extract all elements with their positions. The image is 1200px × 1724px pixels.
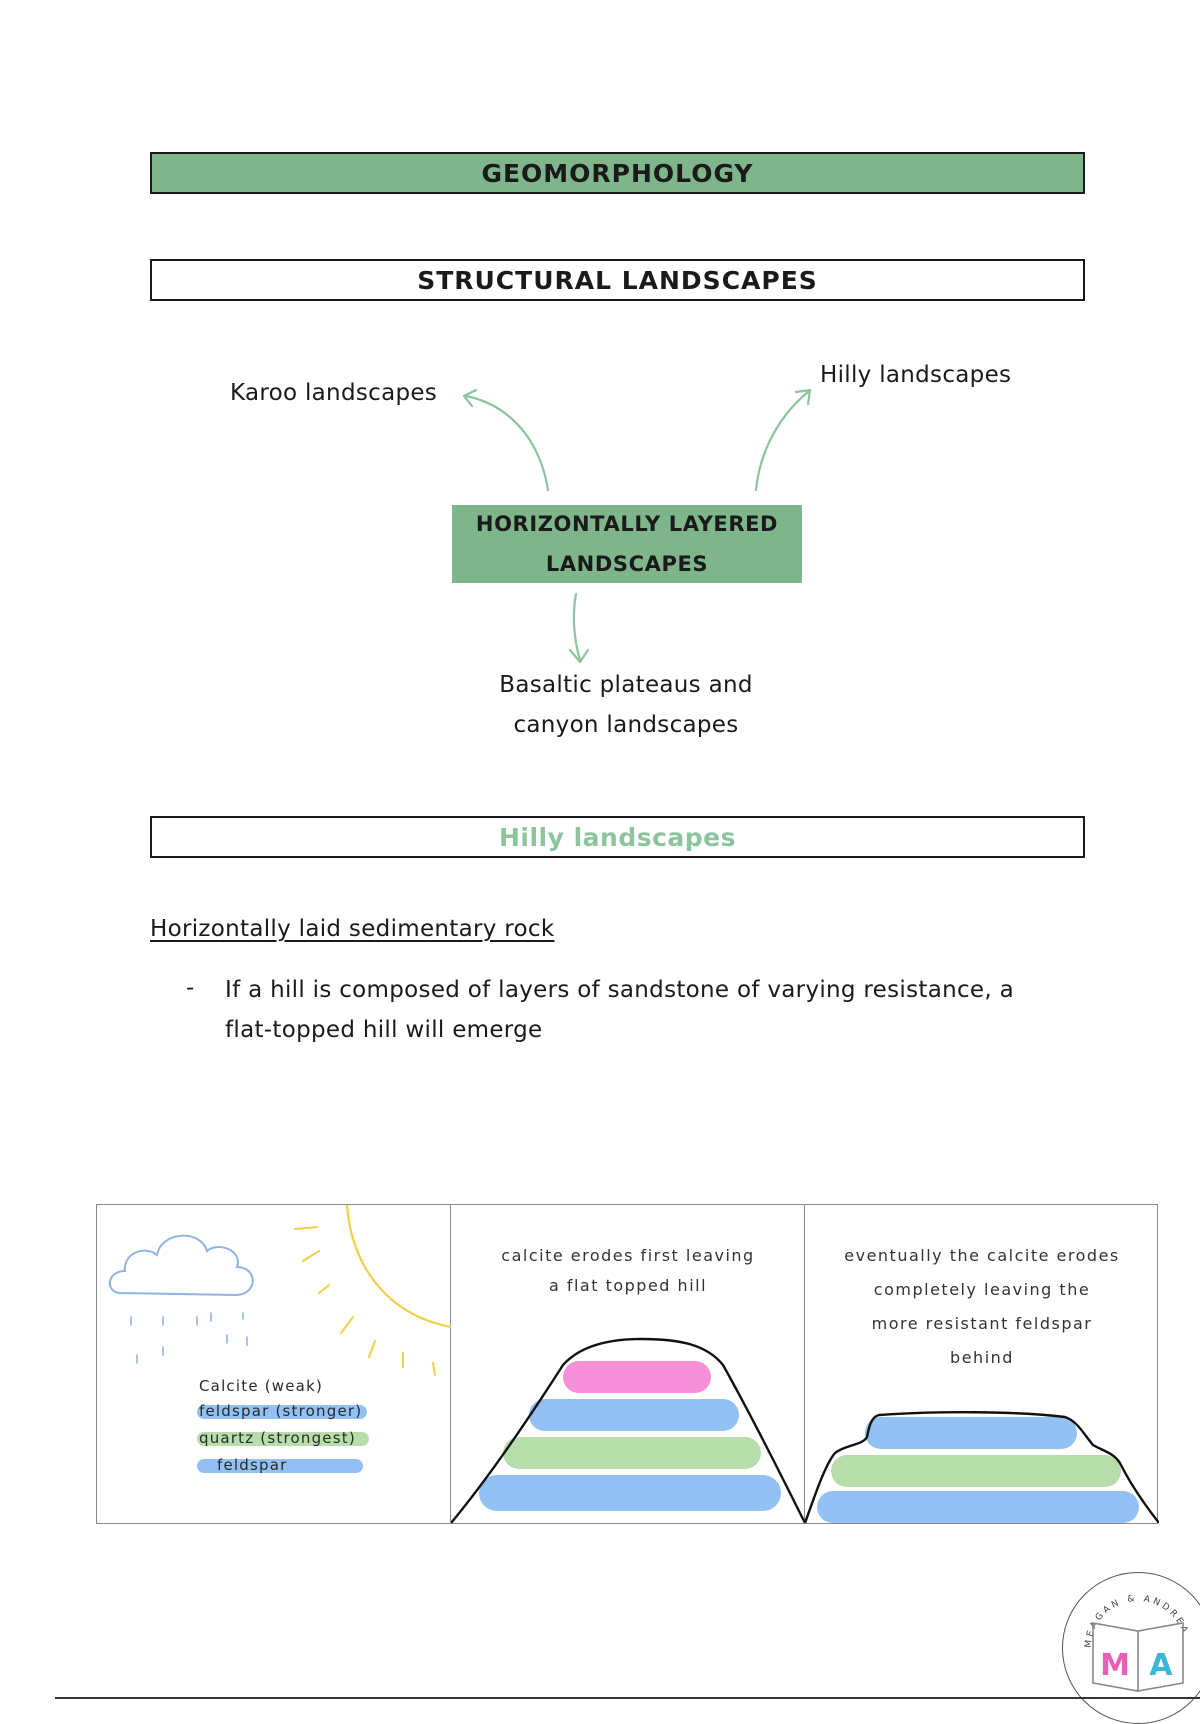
central-concept-line-2: LANDSCAPES [545,552,709,576]
hill-illustration [451,1205,805,1523]
page-title: GEOMORPHOLOGY [481,158,754,188]
weather-illustration [97,1205,451,1523]
logo-ring-text: MEAGAN & ANDREA [1083,1593,1191,1649]
svg-text:MEAGAN & ANDREA [1084,1594,1190,1649]
quartz-layer-p3 [831,1455,1121,1487]
basaltic-line-2: canyon landscapes [513,712,739,738]
erosion-diagram [96,1204,1158,1524]
bullet-text [225,970,1014,1050]
basaltic-label [440,665,812,745]
legend-feldspar-stronger: feldspar (stronger) [199,1402,363,1420]
bullet-line-1: If a hill is composed of layers of sandstone of varying resistance, a [225,977,1014,1003]
rain-icon [131,1313,247,1363]
panel2-caption-line-2: a flat topped hill [548,1276,708,1295]
logo-emblem [1063,1573,1200,1723]
feldspar-cap-layer [865,1417,1077,1449]
legend-calcite: Calcite (weak) [199,1377,324,1395]
logo-letter-a: A [1149,1648,1173,1683]
hilly-label: Hilly landscapes [820,362,1012,388]
central-concept-line-1: HORIZONTALLY LAYERED [475,512,779,536]
calcite-layer [563,1361,711,1393]
panel2-caption-line-1: calcite erodes first leaving [501,1246,755,1265]
feldspar-layer-lower [479,1475,781,1511]
page-subtitle: STRUCTURAL LANDSCAPES [417,265,818,295]
panel3-caption-line-2: completely leaving the [873,1280,1091,1299]
panel-calcite-eroding [451,1205,805,1523]
section-banner [150,816,1085,858]
sun-icon [347,1205,451,1327]
karoo-label: Karoo landscapes [230,380,438,406]
section-title: Hilly landscapes [498,822,737,852]
cloud-icon [110,1236,253,1295]
feldspar-layer-upper [529,1399,739,1431]
legend-feldspar: feldspar [217,1456,288,1474]
bullet-line-2: flat-topped hill will emerge [225,1017,543,1043]
arrow-to-karoo [466,396,548,490]
arrow-to-hilly [756,392,808,490]
bottom-rule [55,1697,1200,1699]
logo-letter-m: M [1100,1648,1130,1683]
bullet-marker: - [186,975,195,1001]
quartz-layer [503,1437,761,1469]
panel3-caption-line-4: behind [950,1348,1014,1367]
arrow-to-basaltic [574,594,580,660]
panel-feldspar-remaining [805,1205,1159,1523]
feldspar-base-layer [817,1491,1139,1523]
basaltic-line-1: Basaltic plateaus and [499,672,753,698]
section-heading: Horizontally laid sedimentary rock [150,916,555,942]
panel3-caption-line-1: eventually the calcite erodes [844,1246,1120,1265]
panel3-caption-line-3: more resistant feldspar [871,1314,1093,1333]
panel-weather-legend [97,1205,451,1523]
central-concept-box [452,505,802,583]
legend-quartz: quartz (strongest) [199,1429,356,1447]
sun-rays [295,1227,435,1375]
mindmap-arrows [0,0,1200,720]
plateau-illustration [805,1205,1159,1523]
author-logo [1062,1572,1200,1724]
